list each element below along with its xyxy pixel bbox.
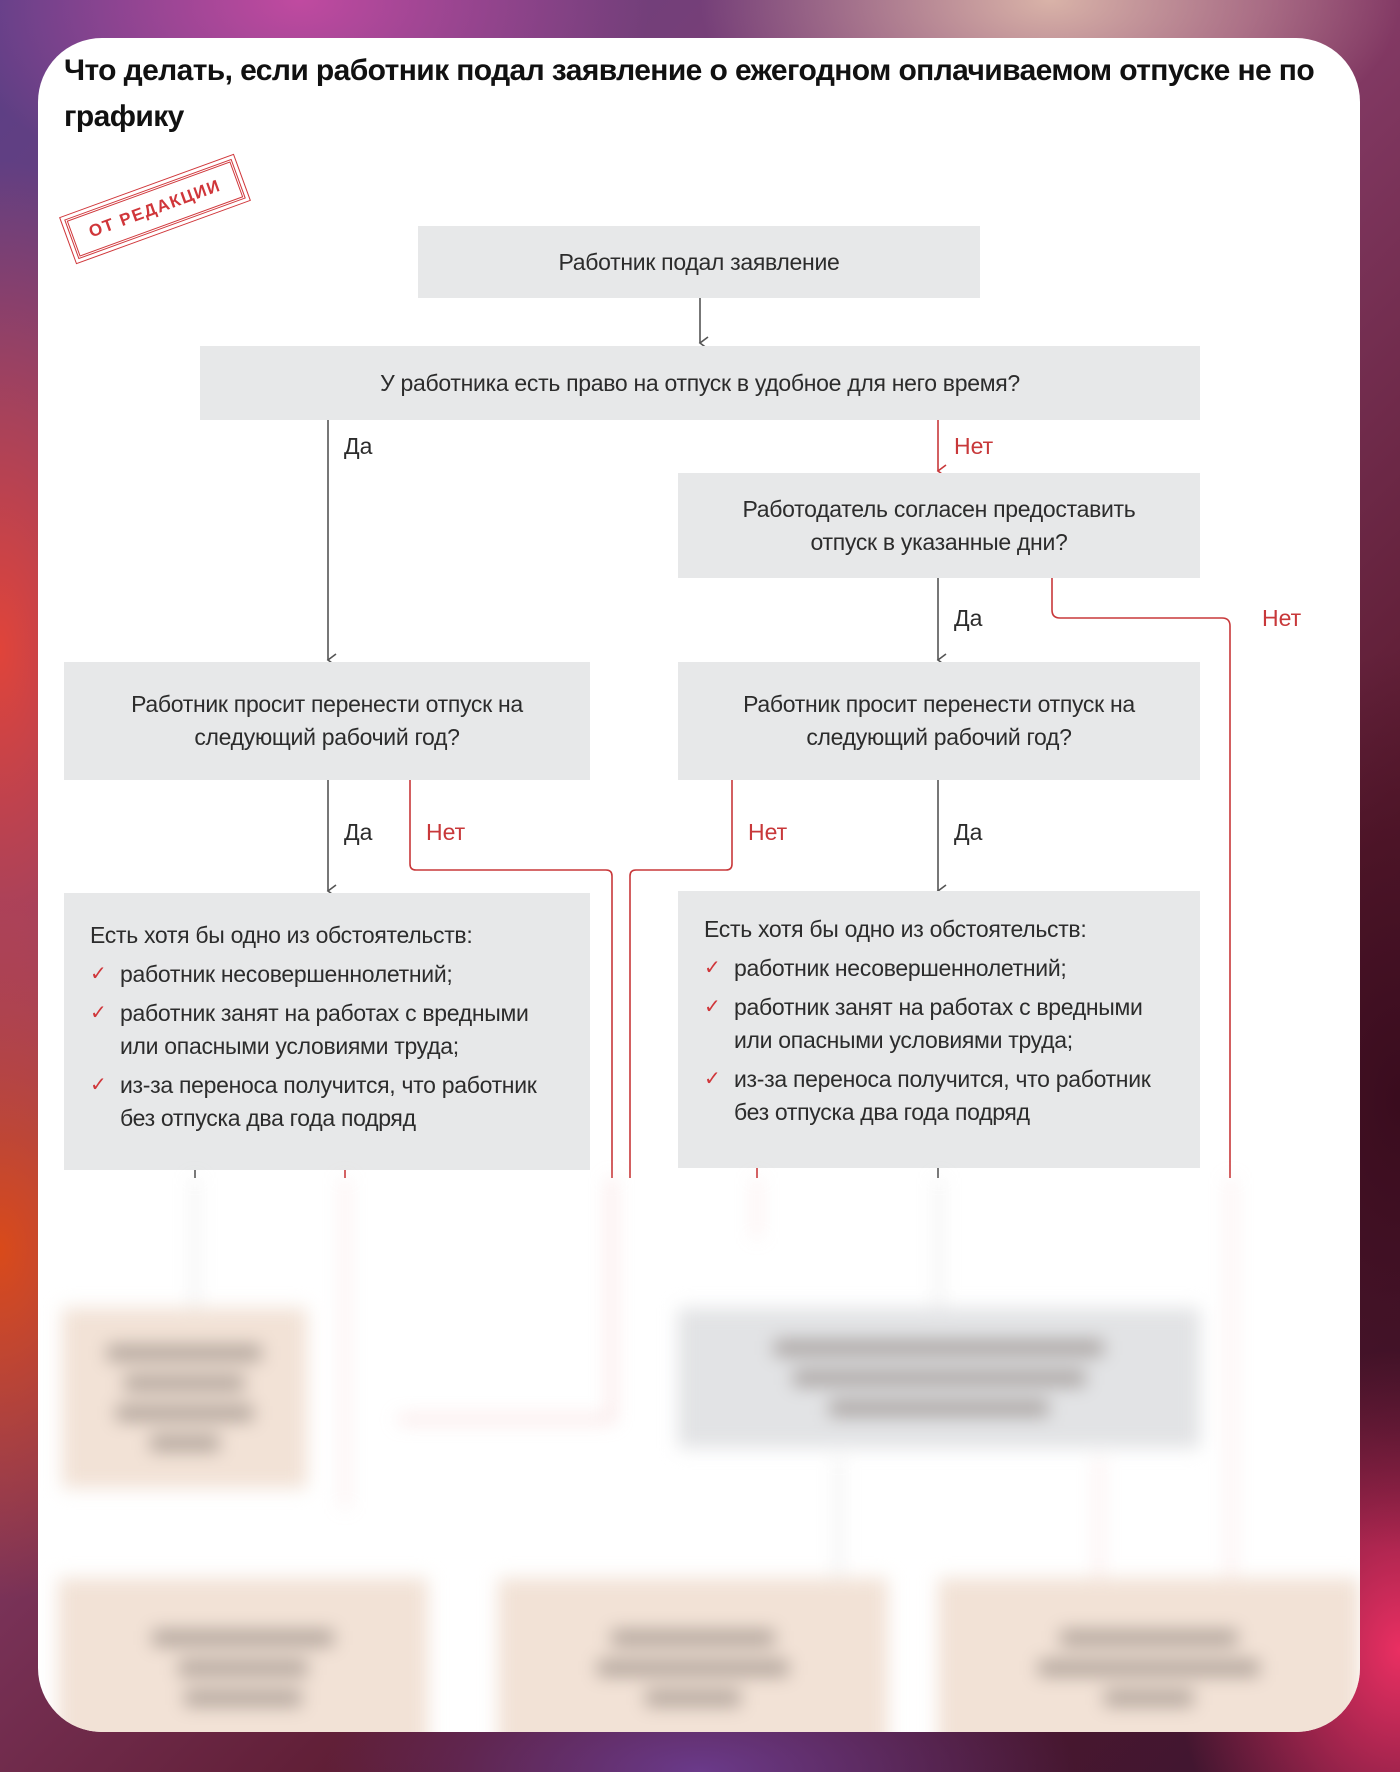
node-question-employer-agrees	[678, 473, 1200, 578]
node-q2-text: Работодатель согласен предоставить отпуск в указанные дни?	[742, 495, 1136, 555]
label-q3-left-yes: Да	[344, 819, 373, 845]
node-q3-right-text: Работник просит перенести отпуск на следующий рабочий год?	[743, 691, 1135, 750]
label-q1-yes: Да	[344, 433, 373, 459]
blurred-outcome-box	[62, 1308, 307, 1488]
node-start-text: Работник подал заявление	[558, 248, 840, 275]
blurred-outcome-box	[938, 1578, 1360, 1732]
node-question-right-to-vacation	[200, 346, 1200, 420]
conditions-left-item: ✓ работник несовершеннолетний;	[90, 958, 570, 991]
conditions-left-item: ✓ из-за переноса получится, что работник без отпуска два года подряд	[90, 1069, 570, 1135]
conditions-right-item: ✓ работник занят на работах с вредными или опасными условиями труда;	[704, 991, 1180, 1057]
editorial-stamp: ОТ РЕДАКЦИИ	[64, 159, 246, 259]
checkmark-icon: ✓	[704, 1068, 721, 1090]
blurred-outcome-box	[58, 1578, 428, 1732]
node-q1-text: У работника есть право на отпуск в удобное для него время?	[380, 369, 1020, 396]
node-question-transfer-left	[64, 662, 590, 780]
label-q1-no: Нет	[954, 433, 994, 459]
label-q3-right-no: Нет	[748, 819, 788, 845]
flowchart-card	[38, 38, 1360, 1732]
label-q3-left-no: Нет	[426, 819, 466, 845]
label-q3-right-yes: Да	[954, 819, 983, 845]
blurred-question-box	[678, 1308, 1200, 1448]
conditions-left-heading: Есть хотя бы одно из обстоятельств:	[90, 922, 473, 948]
conditions-right-item: ✓ работник несовершеннолетний;	[704, 952, 1180, 985]
checkmark-icon: ✓	[704, 957, 721, 979]
conditions-right-heading: Есть хотя бы одно из обстоятельств:	[704, 916, 1087, 942]
node-q3-left-text: Работник просит перенести отпуск на следующий рабочий год?	[131, 691, 523, 750]
blurred-lower-section	[38, 1178, 1360, 1732]
node-conditions-right	[678, 891, 1200, 1168]
node-start	[418, 226, 980, 298]
label-q2-yes: Да	[954, 605, 983, 631]
blurred-outcome-box	[498, 1578, 888, 1732]
checkmark-icon: ✓	[704, 996, 721, 1018]
page-title: Что делать, если работник подал заявление о ежегодном оплачиваемом отпуске не по графику	[64, 54, 1315, 133]
label-q2-no: Нет	[1262, 605, 1302, 631]
conditions-right-item: ✓ из-за переноса получится, что работник без отпуска два года подряд	[704, 1063, 1180, 1129]
node-question-transfer-right	[678, 662, 1200, 780]
node-conditions-left	[64, 893, 590, 1170]
conditions-left-item: ✓ работник занят на работах с вредными или опасными условиями труда;	[90, 997, 570, 1063]
checkmark-icon: ✓	[90, 963, 107, 985]
checkmark-icon: ✓	[90, 1002, 107, 1024]
checkmark-icon: ✓	[90, 1074, 107, 1096]
